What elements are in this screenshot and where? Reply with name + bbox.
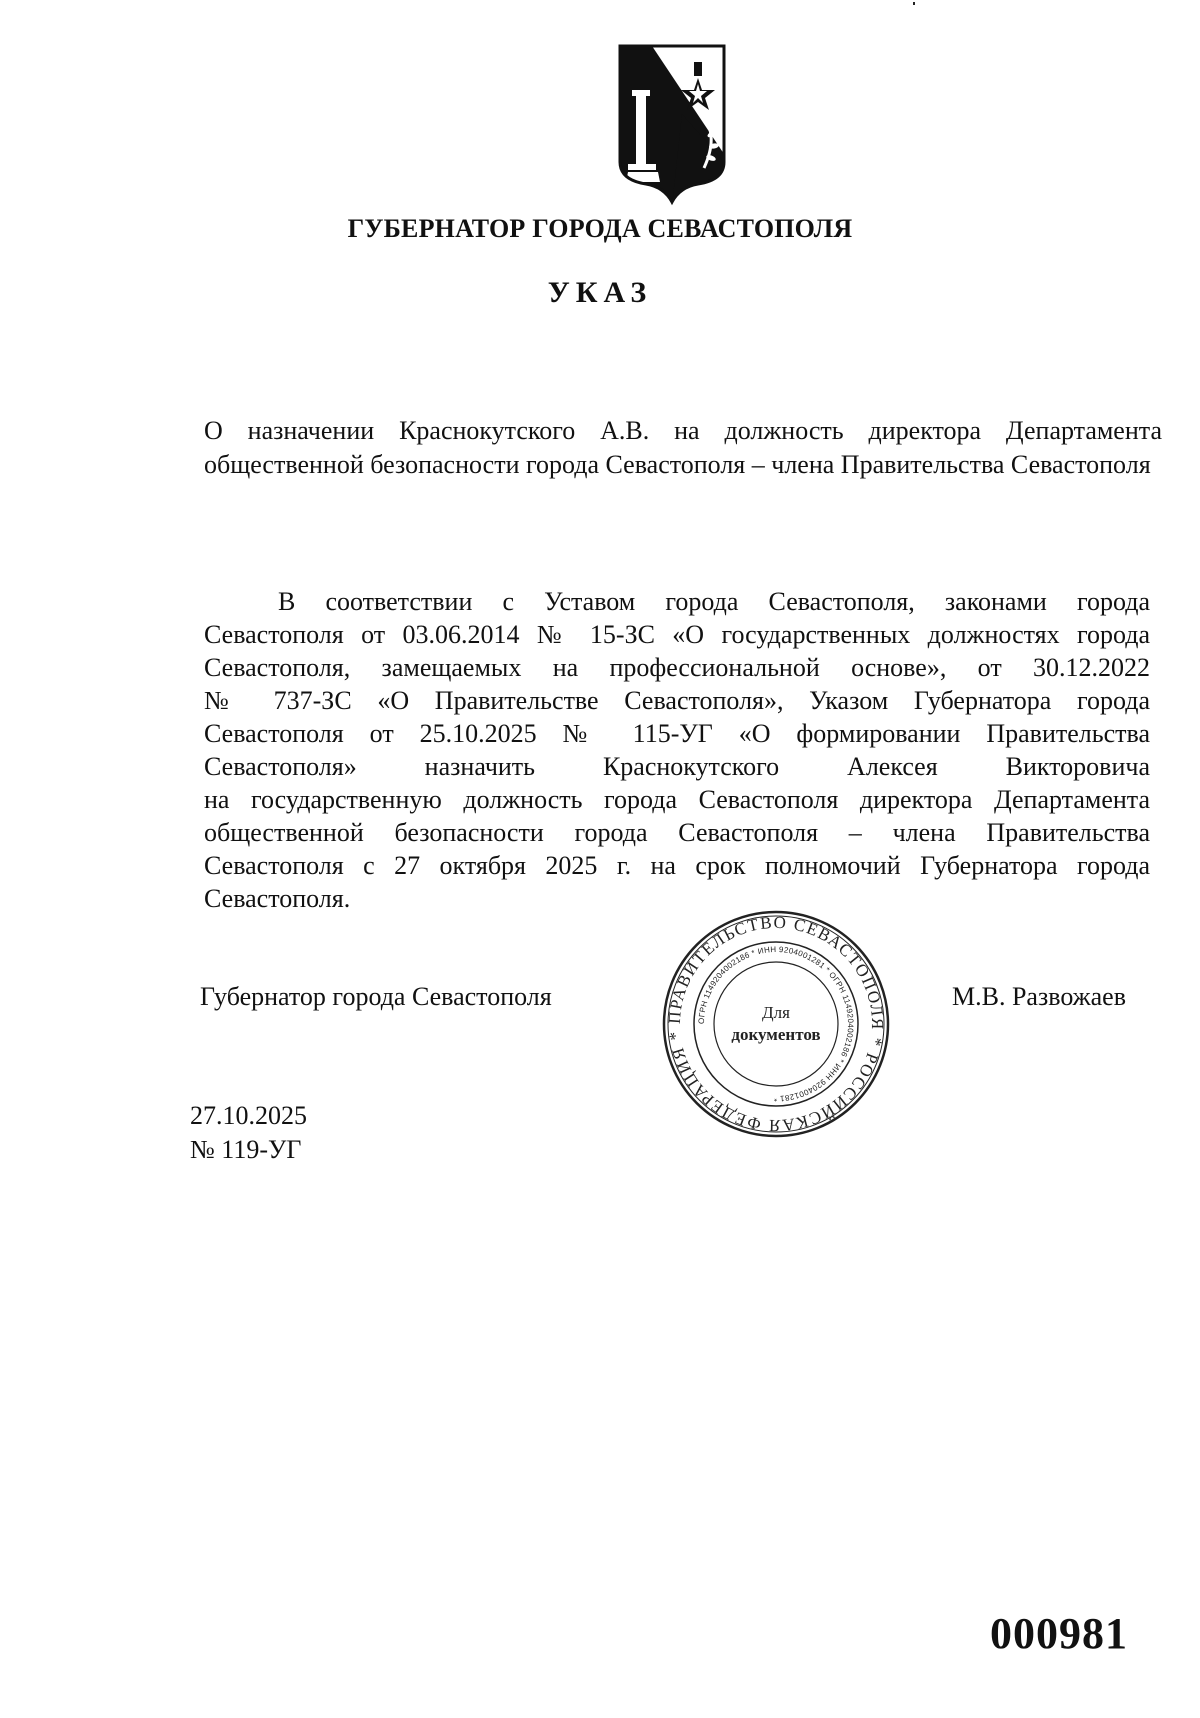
body-line: общественной безопасности города Севастополя – члена Правительства bbox=[204, 818, 1150, 847]
body-line: В соответствии с Уставом города Севастополя, законами города bbox=[278, 587, 1150, 616]
body-line: Севастополя» назначить Краснокутского Алексея Викторовича bbox=[204, 752, 1150, 781]
seal-inner-text: ОГРН 1149204002186 * ИНН 9204001281 * ОГРН 1149204002186 * ИНН 9204001281 * bbox=[696, 944, 856, 1104]
decree-date: 27.10.2025 bbox=[190, 1101, 307, 1130]
body-line: Севастополя. bbox=[204, 884, 351, 913]
seal-center-line-2: документов bbox=[731, 1025, 821, 1044]
body-line: на государственную должность города Севастополя директора Департамента bbox=[204, 785, 1150, 814]
issuer-title: ГУБЕРНАТОР ГОРОДА СЕВАСТОПОЛЯ bbox=[347, 214, 853, 243]
svg-text:ОГРН 1149204002186 * ИНН 92040 bbox=[697, 945, 855, 1103]
sevastopol-coat-of-arms-icon bbox=[612, 42, 732, 206]
signatory-position: Губернатор города Севастополя bbox=[200, 982, 552, 1011]
official-seal-icon bbox=[660, 908, 892, 1140]
body-line: Севастополя от 25.10.2025 № 115-УГ «О формировании Правительства bbox=[204, 719, 1150, 748]
seal-outer-text: ПРАВИТЕЛЬСТВО СЕВАСТОПОЛЯ * РОССИЙСКАЯ ФЕДЕРАЦИЯ * bbox=[664, 912, 888, 1136]
scan-artifact bbox=[913, 2, 915, 5]
serial-number: 000981 bbox=[990, 1609, 1128, 1658]
body-line: Севастополя, замещаемых на профессиональной основе», от 30.12.2022 bbox=[204, 653, 1150, 682]
signatory-name: М.В. Развожаев bbox=[952, 982, 1127, 1011]
body-line: Севастополя с 27 октября 2025 г. на срок полномочий Губернатора города bbox=[204, 851, 1150, 880]
seal-center-line-1: Для bbox=[762, 1003, 790, 1022]
decree-number: № 119-УГ bbox=[190, 1135, 302, 1164]
body-line: № 737-ЗС «О Правительстве Севастополя», Указом Губернатора города bbox=[204, 686, 1150, 715]
body-line: Севастополя от 03.06.2014 № 15-ЗС «О государственных должностях города bbox=[204, 620, 1150, 649]
decree-subject: О назначении Краснокутского А.В. на должность директора Департамента общественной безопасности города Севастополя – члена Правительства Севастополя bbox=[204, 416, 1162, 479]
decree-body bbox=[204, 585, 1150, 915]
document-type: УКАЗ bbox=[547, 276, 653, 309]
